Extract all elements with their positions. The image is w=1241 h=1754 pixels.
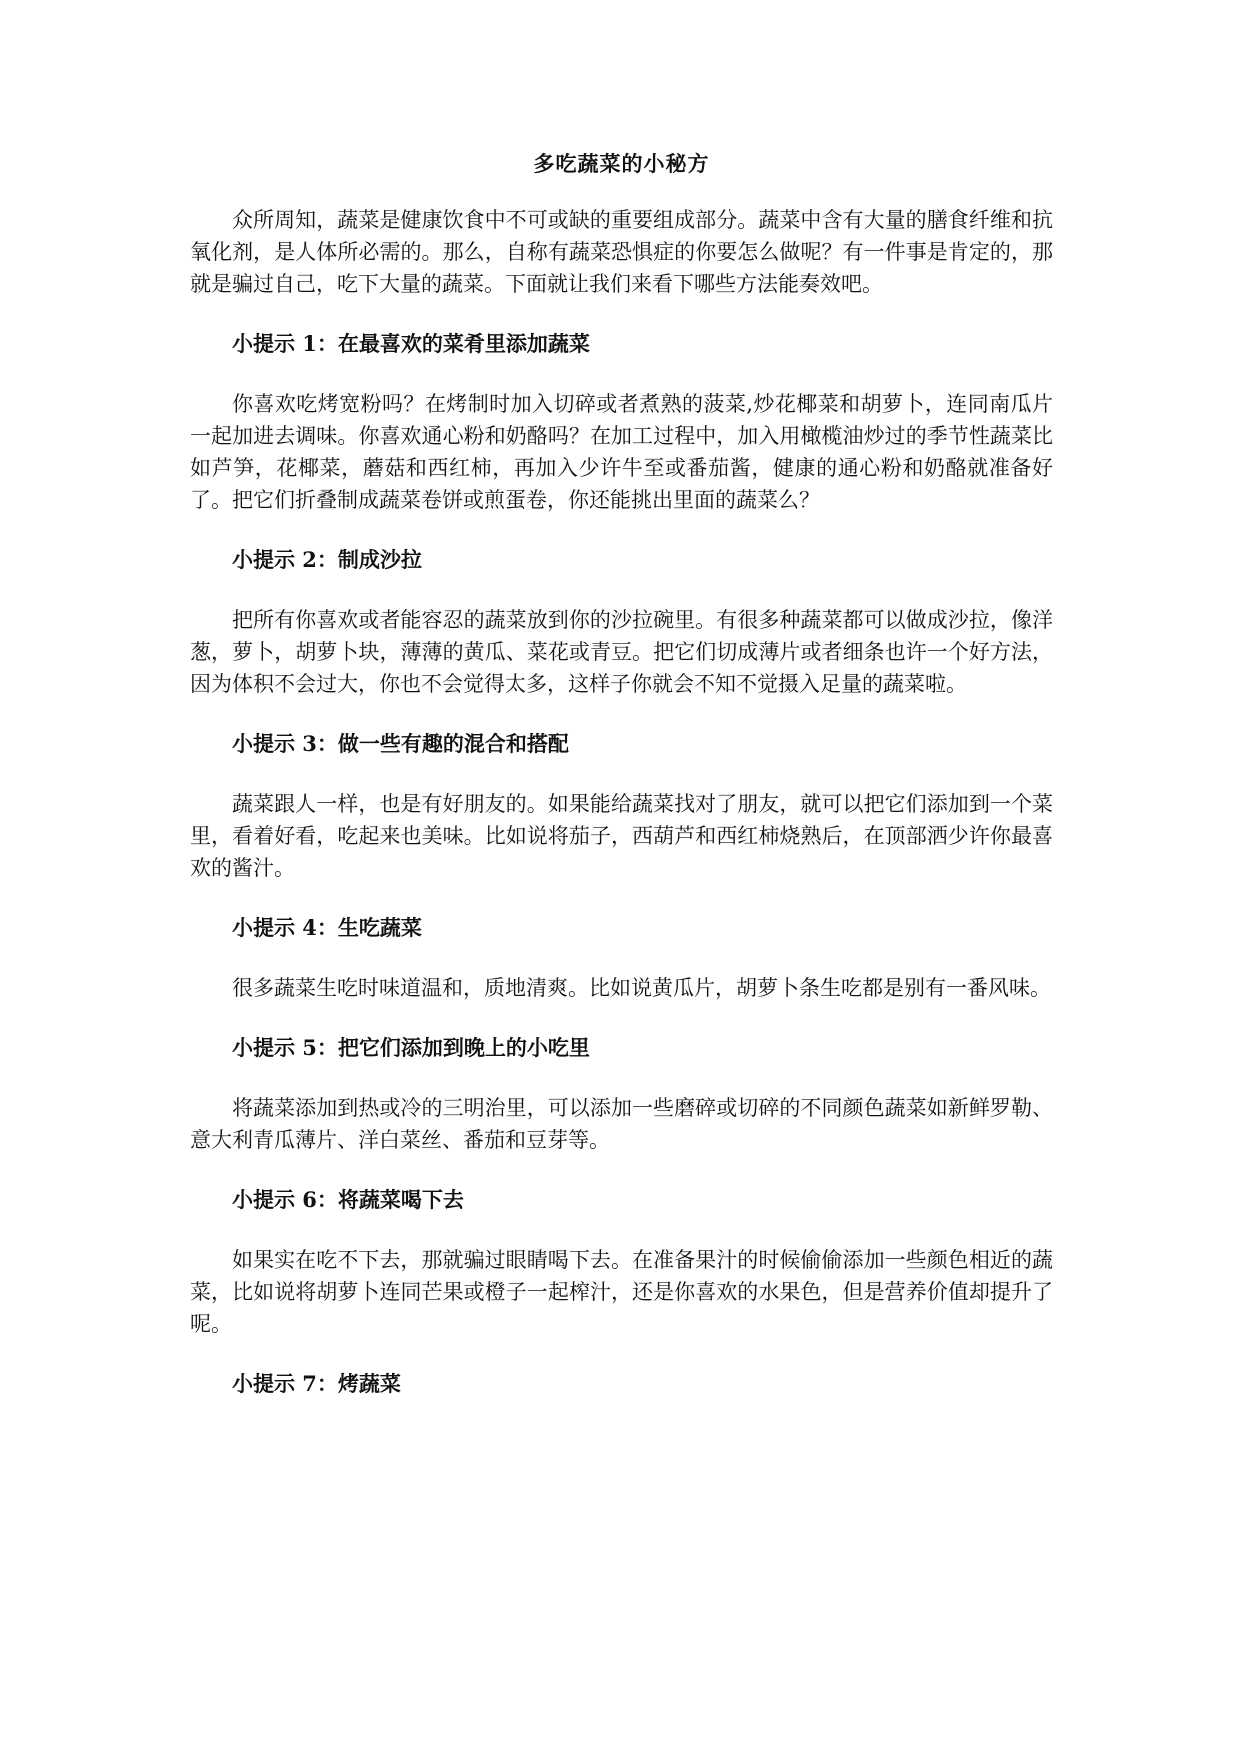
tip-heading-2: 小提示 2：制成沙拉 (232, 547, 422, 572)
document-page (190, 148, 1053, 1400)
tip-body-4: 很多蔬菜生吃时味道温和，质地清爽。比如说黄瓜片，胡萝卜条生吃都是别有一番风味。 (232, 976, 1051, 1000)
tip-heading-3: 小提示 3：做一些有趣的混合和搭配 (232, 731, 569, 756)
tip-heading-5: 小提示 5：把它们添加到晚上的小吃里 (232, 1035, 590, 1060)
tip-heading-7: 小提示 7：烤蔬菜 (232, 1371, 401, 1396)
tip-body-1: 你喜欢吃烤宽粉吗？在烤制时加入切碎或者煮熟的菠菜,炒花椰菜和胡萝卜，连同南瓜片一起加进去调味。你喜欢通心粉和奶酪吗？在加工过程中，加入用橄榄油炒过的季节性蔬菜比如芦笋，花椰菜，蘑菇和西红柿，再加入少许牛至或番茄酱，健康的通心粉和奶酪就准备好了。把它们折叠制成蔬菜卷饼或煎蛋卷，你还能挑出里面的蔬菜么？ (190, 392, 1053, 512)
tip-body-5: 将蔬菜添加到热或冷的三明治里，可以添加一些磨碎或切碎的不同颜色蔬菜如新鲜罗勒、意大利青瓜薄片、洋白菜丝、番茄和豆芽等。 (190, 1096, 1053, 1152)
tip-heading-6: 小提示 6：将蔬菜喝下去 (232, 1187, 464, 1212)
tip-body-2: 把所有你喜欢或者能容忍的蔬菜放到你的沙拉碗里。有很多种蔬菜都可以做成沙拉，像洋葱，萝卜，胡萝卜块，薄薄的黄瓜、菜花或青豆。把它们切成薄片或者细条也许一个好方法，因为体积不会过大，你也不会觉得太多，这样子你就会不知不觉摄入足量的蔬菜啦。 (190, 608, 1053, 696)
tip-body-6: 如果实在吃不下去，那就骗过眼睛喝下去。在准备果汁的时候偷偷添加一些颜色相近的蔬菜，比如说将胡萝卜连同芒果或橙子一起榨汁，还是你喜欢的水果色，但是营养价值却提升了呢。 (190, 1248, 1053, 1336)
intro-paragraph: 众所周知，蔬菜是健康饮食中不可或缺的重要组成部分。蔬菜中含有大量的膳食纤维和抗氧化剂，是人体所必需的。那么，自称有蔬菜恐惧症的你要怎么做呢？有一件事是肯定的，那就是骗过自己，吃下大量的蔬菜。下面就让我们来看下哪些方法能奏效吧。 (190, 208, 1053, 296)
tip-heading-4: 小提示 4：生吃蔬菜 (232, 915, 422, 940)
document-title: 多吃蔬菜的小秘方 (533, 151, 710, 176)
tip-body-3: 蔬菜跟人一样，也是有好朋友的。如果能给蔬菜找对了朋友，就可以把它们添加到一个菜里，看着好看，吃起来也美味。比如说将茄子，西葫芦和西红柿烧熟后，在顶部洒少许你最喜欢的酱汁。 (190, 792, 1053, 880)
tip-heading-1: 小提示 1：在最喜欢的菜肴里添加蔬菜 (232, 331, 590, 356)
